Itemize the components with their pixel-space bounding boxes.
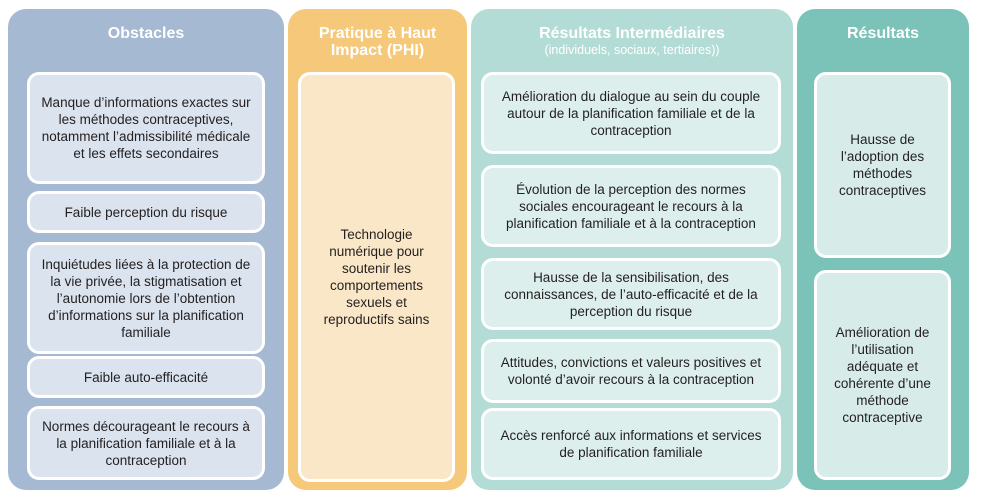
obstacle-card-1: Manque d’informations exactes sur les méthodes contraceptives, notamment l’admissibilité médicale et les effets secondaires bbox=[27, 72, 265, 184]
results-header bbox=[797, 25, 969, 42]
phi-title: Pratique à Haut Impact (PHI) bbox=[318, 25, 437, 59]
obstacles-column bbox=[8, 9, 284, 490]
intermediate-results-column bbox=[471, 9, 793, 490]
phi-card: Technologie numérique pour soutenir les comportements sexuels et reproductifs sains bbox=[298, 72, 455, 482]
phi-header bbox=[288, 25, 467, 59]
intermediate-subtitle: (individuels, sociaux, tertiaires)) bbox=[544, 43, 720, 57]
intermediate-card-3: Hausse de la sensibilisation, des connaissances, de l’auto-efficacité et de la perception du risque bbox=[481, 258, 781, 330]
obstacle-card-3: Inquiétudes liées à la protection de la vie privée, la stigmatisation et l’autonomie lors de l’obtention d’informations sur la planification familiale bbox=[27, 242, 265, 354]
intermediate-title: Résultats Intermédiaires bbox=[539, 25, 725, 42]
results-title: Résultats bbox=[846, 25, 920, 42]
obstacle-card-5: Normes décourageant le recours à la planification familiale et à la contraception bbox=[27, 406, 265, 480]
obstacles-title: Obstacles bbox=[107, 25, 185, 42]
intermediate-card-1: Amélioration du dialogue au sein du couple autour de la planification familiale et de la contraception bbox=[481, 72, 781, 154]
intermediate-card-4: Attitudes, convictions et valeurs positives et volonté d’avoir recours à la contraception bbox=[481, 339, 781, 403]
obstacles-header bbox=[8, 25, 284, 42]
phi-column bbox=[288, 9, 467, 490]
results-card-1: Hausse de l’adoption des méthodes contraceptives bbox=[814, 72, 951, 258]
obstacle-card-2: Faible perception du risque bbox=[27, 191, 265, 233]
intermediate-header bbox=[471, 25, 793, 58]
results-card-2: Amélioration de l’utilisation adéquate et cohérente d’une méthode contraceptive bbox=[814, 270, 951, 480]
results-column bbox=[797, 9, 969, 490]
intermediate-card-5: Accès renforcé aux informations et services de planification familiale bbox=[481, 408, 781, 480]
intermediate-card-2: Évolution de la perception des normes sociales encourageant le recours à la planification familiale et à la contraception bbox=[481, 165, 781, 247]
obstacle-card-4: Faible auto-efficacité bbox=[27, 356, 265, 398]
